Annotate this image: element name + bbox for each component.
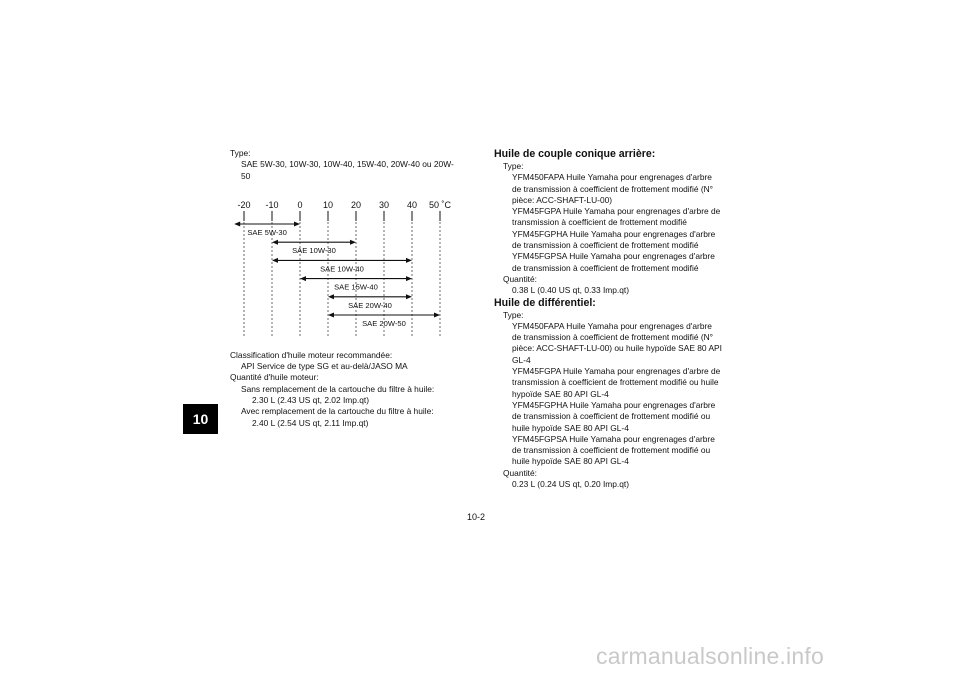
range-arrow-right: [294, 222, 300, 227]
rear-gear-type-line: YFM45FGPHA Huile Yamaha pour engrenages d'arbre: [512, 228, 716, 239]
type-label: Type:: [230, 148, 251, 158]
differential-type-lines: [494, 321, 754, 468]
viscosity-temperature-chart: [228, 194, 468, 340]
rear-gear-type-line: de transmission à coefficient de frottement modifié: [512, 262, 699, 273]
differential-type-line: YFM45FGPA Huile Yamaha pour engrenages d'arbre de: [512, 366, 721, 377]
rear-gear-type-line: YFM450FAPA Huile Yamaha pour engrenages d'arbre: [512, 172, 712, 183]
differential-quantity-label: Quantité:: [503, 467, 537, 478]
range-arrow-left: [300, 276, 306, 281]
page-number: 10-2: [467, 512, 486, 522]
range-arrow-right: [350, 240, 356, 245]
rear-gear-type-line: pièce: ACC-SHAFT-LU-00): [512, 194, 613, 205]
differential-type-label: Type:: [503, 309, 524, 320]
range-arrow-left: [234, 222, 240, 227]
rear-gear-oil-title: Huile de couple conique arrière:: [494, 148, 656, 160]
differential-type-line: YFM45FGPHA Huile Yamaha pour engrenages d'arbre: [512, 399, 716, 410]
range-arrow-right: [434, 313, 440, 318]
tick-label: 20: [350, 200, 362, 210]
series-label: SAE 10W-40: [320, 264, 364, 274]
differential-type-line: huile hypoïde SAE 80 API GL-4: [512, 422, 629, 433]
rear-gear-type-line: transmission à coefficient de frottement modifié: [512, 217, 687, 228]
tick-label: 10: [322, 200, 334, 210]
series-label: SAE 5W-30: [247, 228, 287, 237]
tick-label: 30: [378, 200, 390, 210]
classification-value: API Service de type SG et au-delà/JASO MA: [241, 361, 408, 372]
with-filter-label: Avec remplacement de la cartouche du filtre à huile:: [241, 406, 434, 417]
classification-label: Classification d'huile moteur recommandée:: [230, 349, 393, 360]
range-arrow-left: [328, 294, 334, 299]
range-arrow-left: [328, 313, 334, 318]
differential-type-line: de transmission à coefficient de frottement modifié (N°: [512, 332, 714, 343]
rear-gear-type-line: de transmission à coefficient de frottement modifié: [512, 240, 699, 251]
watermark: carmanualsonline.info: [596, 643, 824, 669]
differential-type-line: GL-4: [512, 354, 531, 365]
rear-gear-quantity-value: 0.38 L (0.40 US qt, 0.33 Imp.qt): [512, 285, 630, 296]
series-label: SAE 20W-50: [362, 319, 406, 328]
rear-gear-type-line: YFM45FGPSA Huile Yamaha pour engrenages d'arbre: [512, 251, 715, 262]
rear-gear-type-lines: [494, 172, 754, 274]
differential-type-line: huile hypoïde SAE 80 API GL-4: [512, 456, 629, 467]
range-arrow-left: [272, 240, 278, 245]
rear-gear-type-label: Type:: [503, 161, 524, 171]
without-filter-label: Sans remplacement de la cartouche du filtre à huile:: [241, 383, 435, 394]
tick-label: -10: [265, 200, 279, 210]
with-filter-value: 2.40 L (2.54 US qt, 2.11 Imp.qt): [252, 417, 369, 428]
differential-type-line: YFM45FGPSA Huile Yamaha pour engrenages d'arbre: [512, 433, 715, 444]
tick-label: -20: [237, 200, 251, 210]
chapter-tab: [183, 404, 218, 434]
quantity-label: Quantité d'huile moteur:: [230, 372, 319, 383]
tick-label: 40: [406, 200, 418, 210]
rear-gear-type-line: de transmission à coefficient de frottement modifié (N°: [512, 183, 714, 194]
differential-type-line: YFM450FAPA Huile Yamaha pour engrenages d'arbre: [512, 320, 712, 331]
gear-oil-column: [494, 148, 754, 490]
differential-type-line: de transmission à coefficient de frottement modifié ou: [512, 445, 711, 456]
without-filter-value: 2.30 L (2.43 US qt, 2.02 Imp.qt): [252, 395, 370, 406]
differential-type-line: transmission à coefficient de frottement modifié ou huile: [512, 377, 719, 388]
rear-gear-type-line: YFM45FGPA Huile Yamaha pour engrenages d'arbre de: [512, 206, 721, 217]
type-value-line1: SAE 5W-30, 10W-30, 10W-40, 15W-40, 20W-40 ou 20W-: [241, 159, 454, 170]
rear-gear-quantity-label: Quantité:: [503, 273, 537, 284]
series-label: SAE 10W-30: [292, 246, 336, 256]
range-arrow-left: [272, 258, 278, 263]
series-label: SAE 20W-40: [348, 300, 392, 310]
range-arrow-right: [406, 294, 412, 299]
series-label: SAE 15W-40: [334, 282, 378, 292]
range-arrow-right: [406, 276, 412, 281]
differential-type-line: pièce: ACC-SHAFT-LU-00) ou huile hypoïde SAE 80 API: [512, 343, 722, 354]
tick-label: 0: [297, 200, 303, 210]
differential-type-line: de transmission à coefficient de frottement modifié ou: [512, 411, 711, 422]
differential-oil-title: Huile de différentiel:: [494, 296, 596, 309]
chapter-tab-label: 10: [192, 411, 209, 427]
differential-type-line: hypoïde SAE 80 API GL-4: [512, 388, 609, 399]
type-value-line2: 50: [241, 170, 251, 181]
range-arrow-right: [406, 258, 412, 263]
differential-quantity-value: 0.23 L (0.24 US qt, 0.20 Imp.qt): [512, 479, 630, 490]
tick-label: 50 ˚C: [428, 200, 452, 210]
